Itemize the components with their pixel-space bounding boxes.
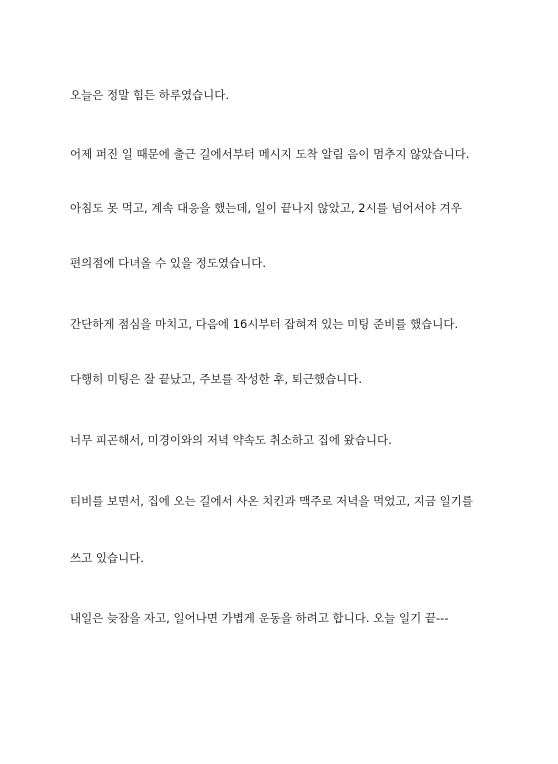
- diary-line-2: 어제 퍼진 일 때문에 출근 길에서부터 메시지 도착 알림 음이 멈추지 않았습니다.: [70, 147, 470, 161]
- diary-line-7: 너무 피곤해서, 미경이와의 저녁 약속도 취소하고 집에 왔습니다.: [70, 433, 392, 447]
- diary-line-3: 아침도 못 먹고, 계속 대응을 했는데, 일이 끝나지 않았고, 2시를 넘어서야 겨우: [70, 201, 462, 215]
- diary-line-1: 오늘은 정말 힘든 하루였습니다.: [70, 88, 230, 102]
- diary-line-5: 간단하게 점심을 마치고, 다음에 16시부터 잡혀져 있는 미팅 준비를 했습니다.: [70, 317, 459, 331]
- diary-line-4: 편의점에 다녀올 수 있을 정도였습니다.: [70, 256, 267, 270]
- diary-line-10: 내일은 늦잠을 자고, 일어나면 가볍게 운동을 하려고 합니다. 오늘 일기 끝---: [70, 611, 449, 625]
- diary-line-6: 다행히 미팅은 잘 끝났고, 주보를 작성한 후, 퇴근했습니다.: [70, 372, 363, 386]
- diary-line-9: 쓰고 있습니다.: [70, 551, 144, 565]
- diary-line-8: 티비를 보면서, 집에 오는 길에서 사온 치킨과 맥주로 저녁을 먹었고, 지금 일기를: [70, 494, 474, 508]
